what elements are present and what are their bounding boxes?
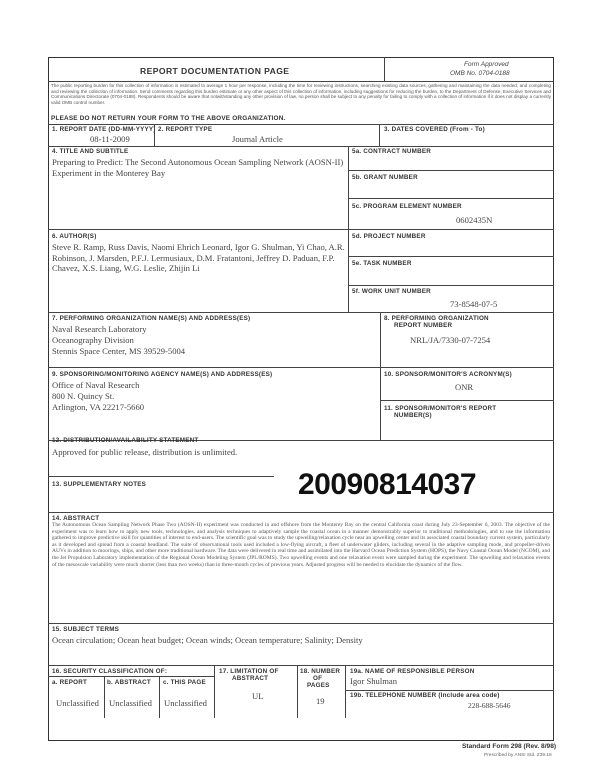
pages-label-1: 18. NUMBER xyxy=(300,668,341,675)
rule xyxy=(48,676,214,677)
sponsor-line-3: Arlington, VA 22217-5660 xyxy=(52,402,145,412)
report-type-value: Journal Article xyxy=(232,134,283,144)
rule xyxy=(380,400,554,401)
authors-label: 6. AUTHOR(S) xyxy=(52,233,97,240)
limitation-label-1: 17. LIMITATION OF xyxy=(219,668,279,675)
report-date-label: 1. REPORT DATE (DD-MM-YYYY) xyxy=(52,126,156,133)
contract-label: 5a. CONTRACT NUMBER xyxy=(352,148,432,155)
form-title: REPORT DOCUMENTATION PAGE xyxy=(140,66,290,76)
performing-report-label-2: REPORT NUMBER xyxy=(394,322,453,329)
title-label: 4. TITLE AND SUBTITLE xyxy=(52,148,129,155)
pages-label-2: OF xyxy=(313,675,323,682)
pages-label-3: PAGES xyxy=(307,682,330,689)
rule xyxy=(214,665,215,718)
c-this-page-label: c. THIS PAGE xyxy=(163,679,206,686)
grant-label: 5b. GRANT NUMBER xyxy=(352,174,418,181)
standard-form-label: Standard Form 298 (Rev. 8/98) xyxy=(462,743,557,750)
responsible-person-label: 19a. NAME OF RESPONSIBLE PERSON xyxy=(350,668,475,675)
telephone-value: 228-688-5646 xyxy=(468,701,511,710)
program-element-label: 5c. PROGRAM ELEMENT NUMBER xyxy=(352,203,462,210)
rule xyxy=(48,367,554,368)
rule xyxy=(345,690,554,691)
a-report-value: Unclassified xyxy=(56,698,99,708)
performing-org-line-1: Naval Research Laboratory xyxy=(52,324,147,334)
rule xyxy=(154,124,155,146)
rule xyxy=(48,512,554,513)
b-abstract-label: b. ABSTRACT xyxy=(107,679,151,686)
title-value: Preparing to Predict: The Second Autonomous Ocean Sampling Network (AOSN-II) Experiment in the Monterey Bay xyxy=(52,157,344,178)
performing-report-value: NRL/JA/7330-07-7254 xyxy=(410,335,491,345)
b-abstract-value: Unclassified xyxy=(109,698,152,708)
limitation-label-2: ABSTRACT xyxy=(232,675,269,682)
rule xyxy=(159,676,160,718)
rule xyxy=(48,124,554,125)
project-number-label: 5d. PROJECT NUMBER xyxy=(352,233,426,240)
telephone-label: 19b. TELEPHONE NUMBER (Include area code) xyxy=(350,692,500,699)
subject-terms-label: 15. SUBJECT TERMS xyxy=(52,626,120,633)
rule xyxy=(297,665,298,718)
rule xyxy=(48,312,554,313)
sponsor-line-2: 800 N. Quincy St. xyxy=(52,391,115,401)
authors-value: Steve R. Ramp, Russ Davis, Naomi Ehrich Leonard, Igor G. Shulman, Yi Chao, A.R. Robinson, J. Marsden, P.F.J. Lermusiaux, D.M. Fratantoni, Jeffrey D. Paduan, F.P. Chavez, X.S. Liang, W.G. Leslie, Zhijin Li xyxy=(52,242,345,273)
sponsor-line-1: Office of Naval Research xyxy=(52,380,140,390)
rule xyxy=(48,81,554,82)
performing-report-label-1: 8. PERFORMING ORGANIZATION xyxy=(384,315,489,322)
work-unit-value: 73-8548-07-5 xyxy=(450,299,498,309)
c-this-page-value: Unclassified xyxy=(164,698,207,708)
rule xyxy=(48,229,554,230)
rule xyxy=(348,170,554,171)
rule xyxy=(348,285,554,286)
rule xyxy=(48,623,554,624)
security-classification-label: 16. SECURITY CLASSIFICATION OF: xyxy=(52,668,168,675)
limitation-value: UL xyxy=(252,691,264,701)
abstract-text: The Autonomous Ocean Sampling Network Phase Two (AOSN-II) experiment was conducted in and offshore from the Monterey Bay on the central California coast during July 23-September 6, 2003. The objective of the experiment was to learn how to apply new tools, technologies, and analysis techniques to adaptively sample the coastal ocean in a manner demonstrably superior to traditional methodologies, and to use the information gathered to improve predictive skill for quantities of interest to end-users. The scientific goal was to study the upwelling/relaxation cycle near an upwelling center and its associated coastal boundary current system, particularly as it developed and spread from a coastal headland. The suite of observational tools used included a low-flying aircraft, a fleet of underwater gliders, including several in the adaptive sampling mode, and propeller-driven AUVs in addition to moorings, ships, and other more traditional hardware. The data were delivered in real time and assimilated into the Harvard Ocean Prediction System (HOPS), the Navy Coastal Ocean Model (NCOM), and the Jet Propulsion Laboratory implementation of the Regional Ocean Modeling System (JPL/ROMS). Two upwelling events and one relaxation event were sampled during the experiment. The upwelling and relaxation events of the mesoscale variability were much shorter (less than two weeks) than in three-month cycles of previous years. Adjusted progress will be needed to elucidate the dynamics of the flow. xyxy=(52,522,550,568)
omb-number: OMB No. 0704-0188 xyxy=(450,70,510,77)
report-date-value: 08-11-2009 xyxy=(90,134,130,144)
burden-notice: The public reporting burden for this collection of information is estimated to average 1 hour per response, including the time for reviewing instructions, searching existing data sources, gathering and maintaining the data needed, and completing and reviewing the collection of information. Send comments regarding this burden estimate or any other aspect of this collection of information, including suggestions for reducing the burden, to the Department of Defense, Executive Services and Communications Directorate (0704-0188). Respondents should be aware that notwithstanding any other provision of law, no person shall be subject to any penalty for failing to comply with a collection of information if it does not display a currently valid OMB control number. xyxy=(51,83,551,105)
sponsor-acronym-label: 10. SPONSOR/MONITOR'S ACRONYM(S) xyxy=(384,371,512,378)
sponsor-report-label-2: NUMBER(S) xyxy=(394,412,432,419)
supplementary-notes-label: 13. SUPPLEMENTARY NOTES xyxy=(52,481,147,488)
a-report-label: a. REPORT xyxy=(52,679,88,686)
task-number-label: 5e. TASK NUMBER xyxy=(352,260,412,267)
rule xyxy=(48,476,274,477)
accession-number-stamp: 20090814037 xyxy=(298,468,477,501)
form-approved: Form Approved xyxy=(464,61,509,68)
performing-org-line-3: Stennis Space Center, MS 39529-5004 xyxy=(52,346,186,356)
distribution-value: Approved for public release, distribution is unlimited. xyxy=(52,447,238,457)
sponsor-report-label-1: 11. SPONSOR/MONITOR'S REPORT xyxy=(384,405,497,412)
rule xyxy=(348,198,554,199)
dates-covered-label: 3. DATES COVERED (From - To) xyxy=(384,126,485,133)
distribution-label: 12. DISTRIBUTION/AVAILABILITY STATEMENT xyxy=(52,437,199,444)
program-element-value: 0602435N xyxy=(456,215,493,225)
rule xyxy=(348,256,554,257)
pages-value: 19 xyxy=(316,696,325,706)
header-divider xyxy=(384,57,385,81)
rule xyxy=(104,676,105,718)
report-type-label: 2. REPORT TYPE xyxy=(158,126,213,133)
rule xyxy=(379,124,380,146)
do-not-return: PLEASE DO NOT RETURN YOUR FORM TO THE ABOVE ORGANIZATION. xyxy=(51,115,286,122)
rule xyxy=(48,146,554,147)
prescribed-by-label: Prescribed by ANSI Std. Z39.18 xyxy=(484,753,552,758)
rule xyxy=(345,665,346,718)
responsible-person-value: Igor Shulman xyxy=(350,676,398,686)
performing-org-label: 7. PERFORMING ORGANIZATION NAME(S) AND ADDRESS(ES) xyxy=(52,315,251,322)
sponsor-acronym-value: ONR xyxy=(455,382,474,392)
abstract-label: 14. ABSTRACT xyxy=(52,515,100,522)
performing-org-line-2: Oceanography Division xyxy=(52,335,134,345)
sponsoring-agency-label: 9. SPONSORING/MONITORING AGENCY NAME(S) AND ADDRESS(ES) xyxy=(52,371,273,378)
subject-terms-value: Ocean circulation; Ocean heat budget; Ocean winds; Ocean temperature; Salinity; Density xyxy=(52,635,363,645)
rule xyxy=(48,665,554,666)
work-unit-label: 5f. WORK UNIT NUMBER xyxy=(352,288,431,295)
rule xyxy=(380,312,381,440)
